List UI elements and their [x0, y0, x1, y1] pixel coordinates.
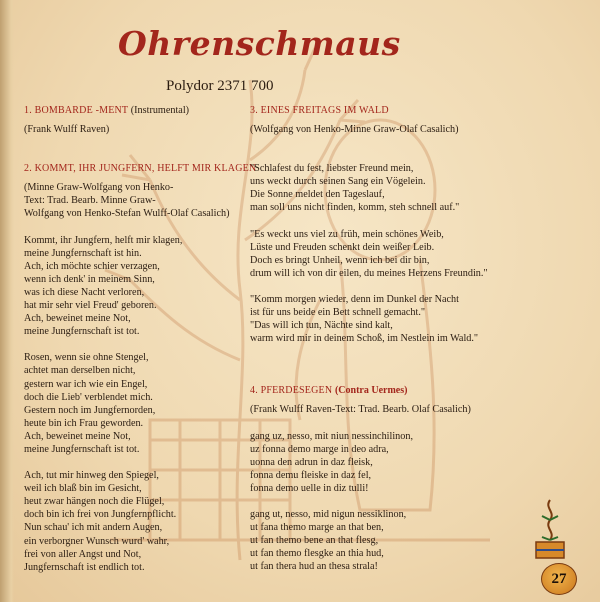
lyric-line: frei von aller Angst und Not,: [24, 548, 142, 560]
lyric-line: "Das will ich tun, Nächte sind kalt,: [250, 320, 393, 332]
track-heading: [250, 104, 550, 117]
lyric-line: doch die Lieb' verblendet mich.: [24, 391, 153, 403]
lyrics-stanza: [24, 351, 246, 456]
page-gutter: [0, 0, 14, 602]
track-note: (Contra Uermes): [334, 385, 408, 397]
lyric-line: Gestern noch im Jungfernorden,: [24, 404, 156, 416]
lyric-line: was ich diese Nacht verloren,: [24, 286, 145, 298]
lyric-line: uonna den adrun in daz fleisk,: [250, 456, 373, 468]
track-credits: (Minne Graw-Wolfgang von Henko-: [24, 182, 174, 194]
lyric-line: "Es weckt uns viel zu früh, mein schönes Weib,: [250, 228, 444, 240]
lyric-line: fonna demu fleiske in daz fel,: [250, 469, 372, 481]
track-credits: (Frank Wulff Raven): [24, 124, 110, 136]
lyric-line: uz fonna demo marge in deo adra,: [250, 443, 389, 455]
lyric-line: doch bin ich frei von Jungfernpflicht.: [24, 509, 177, 521]
track-heading: [24, 162, 257, 175]
corner-ornament-icon: [530, 498, 570, 560]
lyric-line: drum will ich von dir eilen, du meines Herzens Freundin.": [250, 267, 488, 279]
lyric-line: meine Jungfernschaft ist hin.: [24, 247, 142, 259]
right-column: [250, 104, 550, 573]
lyrics-stanza: [250, 293, 550, 345]
lyric-line: Ach, tut mir hinweg den Spiegel,: [24, 470, 159, 482]
page-number: 27: [541, 563, 577, 595]
lyric-line: Ach, ich möchte schier verzagen,: [24, 260, 160, 272]
lyric-line: ein verborgner Wunsch wurd' wahr,: [24, 535, 170, 547]
catalog-number: Polydor 2371 700: [166, 78, 274, 94]
track-title: 4. PFERDESEGEN: [250, 385, 333, 397]
lyric-line: Jungfernschaft ist endlich tot.: [24, 561, 145, 573]
lyric-line: achtet man derselben nicht,: [24, 365, 136, 377]
lyric-line: "Komm morgen wieder, denn im Dunkel der Nacht: [250, 293, 459, 305]
left-column: [24, 104, 257, 574]
lyric-line: fonna demo uelle in diz tulli!: [250, 482, 369, 494]
lyric-line: heut zwar hängen noch die Flügel,: [24, 496, 165, 508]
lyric-line: heute bin ich Frau geworden.: [24, 417, 144, 429]
lyric-line: gestern war ich wie ein Engel,: [24, 378, 148, 390]
lyric-line: "Schlafest du fest, liebster Freund mein,: [250, 163, 414, 175]
lyric-line: Kommt, ihr Jungfern, helft mir klagen,: [24, 234, 183, 246]
lyric-line: Ach, beweinet meine Not,: [24, 430, 131, 442]
lyric-line: uns weckt durch seinen Sang ein Vögelein.: [250, 176, 426, 188]
track-credits: (Frank Wulff Raven-Text: Trad. Bearb. Olaf Casalich): [250, 404, 471, 416]
lyric-line: meine Jungfernschaft ist tot.: [24, 326, 140, 338]
lyric-line: Ach, beweinet meine Not,: [24, 313, 131, 325]
lyric-line: ut fana themo marge an that ben,: [250, 522, 384, 534]
track-credits: (Wolfgang von Henko-Minne Graw-Olaf Casalich): [250, 124, 459, 136]
lyric-line: Rosen, wenn sie ohne Stengel,: [24, 352, 149, 364]
lyric-line: Die Sonne meldet den Tageslauf,: [250, 189, 385, 201]
lyric-line: ut fan themo flesgke an thia hud,: [250, 548, 384, 560]
lyrics-stanza: [250, 228, 550, 280]
lyric-line: ut fan thera hud an thesa strala!: [250, 561, 378, 573]
lyric-line: gang ut, nesso, mid nigun nessiklinon,: [250, 508, 407, 520]
track-credits: Text: Trad. Bearb. Minne Graw-: [24, 195, 156, 207]
lyric-line: Nun schau' ich mit andern Augen,: [24, 522, 163, 534]
lyrics-stanza: [250, 508, 550, 573]
lyrics-stanza: [24, 234, 246, 339]
lyric-line: Lüste und Freuden schenkt dein weißer Leib.: [250, 241, 435, 253]
lyric-line: wenn ich denk' in meinem Sinn,: [24, 273, 155, 285]
lyric-line: hat mir sehr viel Freud' geboren.: [24, 300, 157, 312]
track-title: 1. BOMBARDE -MENT: [24, 105, 129, 116]
track-heading: [250, 384, 550, 397]
lyric-line: meine Jungfernschaft ist tot.: [24, 443, 140, 455]
lyric-line: ut fan themo bene an that flesg,: [250, 535, 379, 547]
lyric-line: man soll uns nicht finden, komm, steh schnell auf.": [250, 202, 460, 214]
lyric-line: weil ich blaß bin im Gesicht,: [24, 483, 142, 495]
track-title: 2. KOMMT, IHR JUNGFERN, HELFT MIR KLAGEN: [24, 163, 257, 175]
lyrics-stanza: [250, 430, 550, 495]
album-title: Ohrenschmaus: [118, 24, 401, 63]
lyrics-stanza: [24, 469, 246, 574]
track-note: (Instrumental): [130, 105, 190, 116]
lyric-line: ist für uns beide ein Bett schnell gemacht.": [250, 307, 426, 319]
lyric-line: Doch es bringt Unheil, wenn ich bei dir bin,: [250, 254, 430, 266]
lyric-line: gang uz, nesso, mit niun nessinchilinon,: [250, 430, 413, 442]
track-credits: Wolfgang von Henko-Stefan Wulff-Olaf Casalich): [24, 208, 230, 220]
track-title: 3. EINES FREITAGS IM WALD: [250, 105, 389, 116]
lyrics-stanza: [250, 162, 550, 214]
lyric-line: warm wird mir in deinem Schoß, im Nestlein im Wald.": [250, 333, 479, 345]
track-heading: [24, 104, 246, 117]
